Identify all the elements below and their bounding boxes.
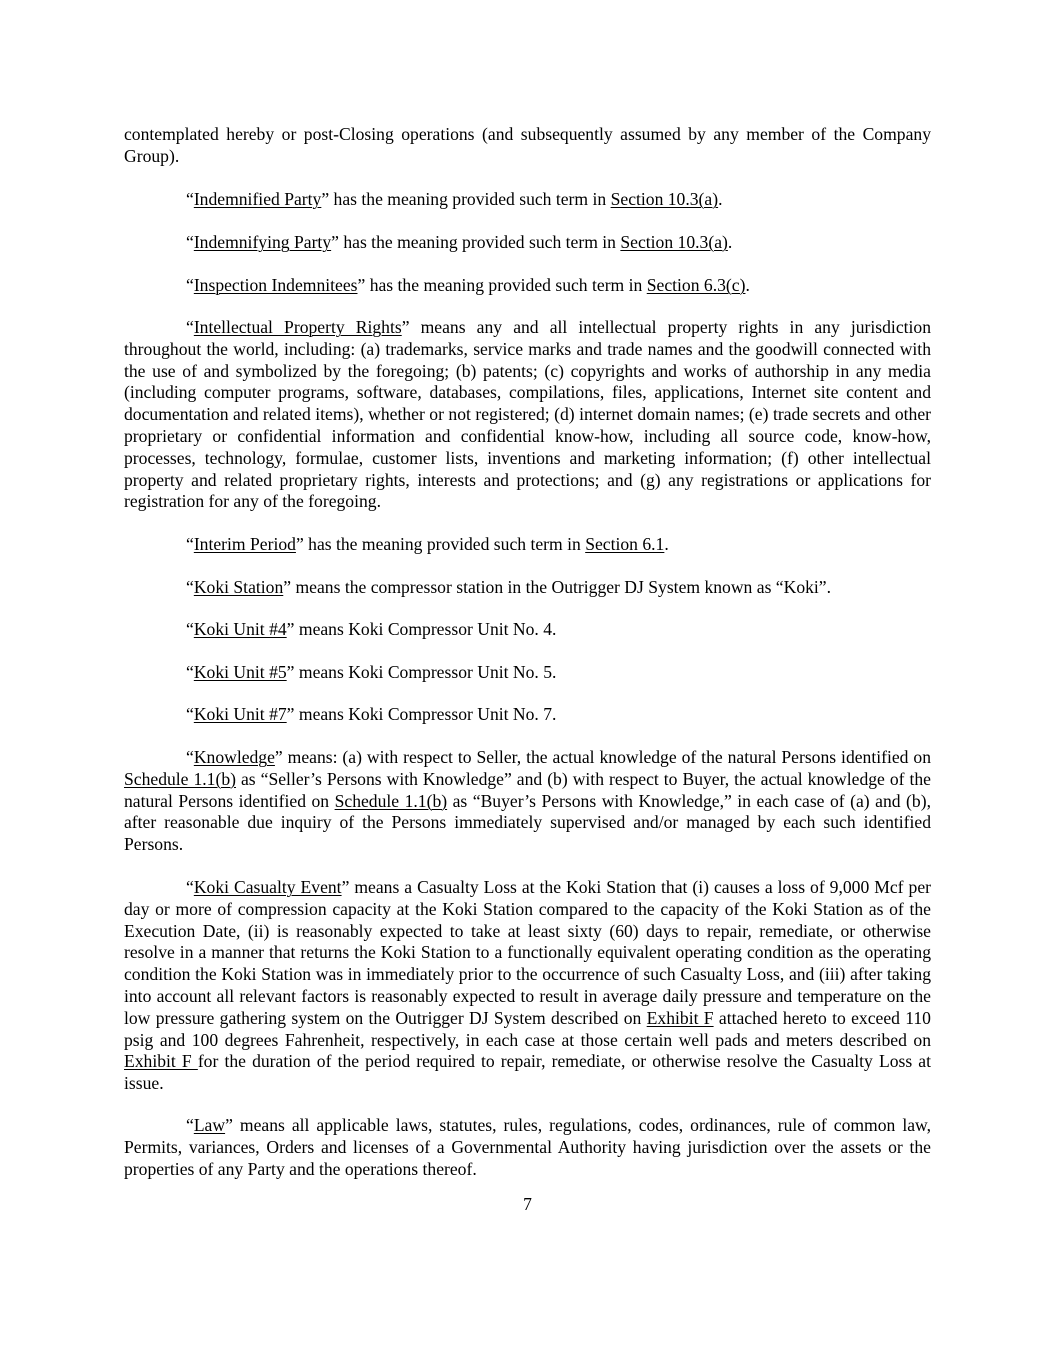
defined-term: Koki Station	[193, 577, 284, 597]
defined-term: Koki Casualty Event	[193, 877, 342, 897]
section-reference: Section 10.3(a)	[620, 232, 728, 252]
defined-term: Inspection Indemnitees	[193, 275, 358, 295]
defined-term: Indemnifying Party	[193, 232, 332, 252]
defined-term: Intellectual Property Rights	[193, 317, 402, 337]
exhibit-reference: Exhibit F	[124, 1051, 198, 1072]
definition-law: “Law” means all applicable laws, statutes, rules, regulations, codes, ordinances, rule of common law, Permits, variances, Orders and licenses of a Governmental Authority having jurisdiction over the assets or the properties of any Party and the operations thereof.	[124, 1115, 931, 1179]
definition-koki-casualty-event: “Koki Casualty Event” means a Casualty Loss at the Koki Station that (i) causes a loss of 9,000 Mcf per day or more of compression capacity at the Koki Station compared to the capacity of the Koki Station as of the Execution Date, (ii) is reasonably expected to take at least sixty (60) days to repair, remediate, or otherwise resolve in a manner that returns the Koki Station to a functionally equivalent operating condition as the operating condition the Koki Station was in immediately prior to the occurrence of such Casualty Loss, and (iii) after taking into account all relevant factors is reasonably expected to result in average daily pressure and temperature on the low pressure gathering system on the Outrigger DJ System described on Exhibit F attached hereto to exceed 110 psig and 100 degrees Fahrenheit, respectively, in each case at those certain well pads and meters described on Exhibit F for the duration of the period required to repair, remediate, or otherwise resolve the Casualty Loss at issue.	[124, 877, 932, 1094]
definition-knowledge: “Knowledge” means: (a) with respect to Seller, the actual knowledge of the natural Persons identified on Schedule 1.1(b) as “Seller’s Persons with Knowledge” and (b) with respect to Buyer, the actual knowledge of the natural Persons identified on Schedule 1.1(b) as “Buyer’s Persons with Knowledge,” in each case of (a) and (b), after reasonable due inquiry of the Persons immediately supervised and/or managed by each such identified Persons.	[124, 747, 931, 855]
schedule-reference: Schedule 1.1(b)	[124, 768, 236, 789]
defined-term: Law	[193, 1115, 226, 1135]
definition-indemnified-party: “Indemnified Party” has the meaning provided such term in Section 10.3(a).	[186, 189, 723, 209]
defined-term: Koki Unit #5	[193, 662, 287, 682]
definition-koki-station: “Koki Station” means the compressor station in the Outrigger DJ System known as “Koki”.	[186, 577, 832, 597]
definition-koki-unit-4: “Koki Unit #4” means Koki Compressor Unit No. 4.	[186, 619, 557, 639]
section-reference: Section 6.3(c)	[646, 275, 746, 295]
exhibit-reference: Exhibit F	[646, 1007, 714, 1028]
definition-interim-period: “Interim Period” has the meaning provided such term in Section 6.1.	[186, 534, 669, 554]
defined-term: Knowledge	[193, 747, 275, 767]
defined-term: Koki Unit #4	[193, 619, 287, 639]
schedule-reference: Schedule 1.1(b)	[334, 790, 448, 811]
definition-inspection-indemnitees: “Inspection Indemnitees” has the meaning provided such term in Section 6.3(c).	[186, 275, 750, 295]
defined-term: Koki Unit #7	[193, 704, 287, 724]
continuation-paragraph: contemplated hereby or post-Closing operations (and subsequently assumed by any member of the Company Group).	[124, 124, 931, 166]
defined-term: Interim Period	[193, 534, 296, 554]
section-reference: Section 10.3(a)	[610, 189, 719, 209]
definition-indemnifying-party: “Indemnifying Party” has the meaning provided such term in Section 10.3(a).	[186, 232, 733, 252]
page-number: 7	[523, 1194, 532, 1214]
definition-koki-unit-5: “Koki Unit #5” means Koki Compressor Unit No. 5.	[186, 662, 557, 682]
section-reference: Section 6.1	[585, 534, 665, 554]
definition-koki-unit-7: “Koki Unit #7” means Koki Compressor Unit No. 7.	[186, 704, 557, 724]
defined-term: Indemnified Party	[193, 189, 322, 209]
definition-intellectual-property-rights: “Intellectual Property Rights” means any and all intellectual property rights in any jurisdiction throughout the world, including: (a) trademarks, service marks and trade names and the goodwill connected with the use of and symbolized by the foregoing; (b) patents; (c) copyrights and works of authorship in any media (including computer programs, software, databases, compilations, files, applications, Internet site content and documentation and related items), whether or not registered; (d) internet domain names; (e) trade secrets and other proprietary or confidential information and confidential know-how, including all source code, know-how, processes, technology, formulae, customer lists, inventions and marketing information; (f) other intellectual property and related proprietary rights, interests and protections; and (g) any registrations or applications for registration for any of the foregoing.	[124, 317, 931, 512]
